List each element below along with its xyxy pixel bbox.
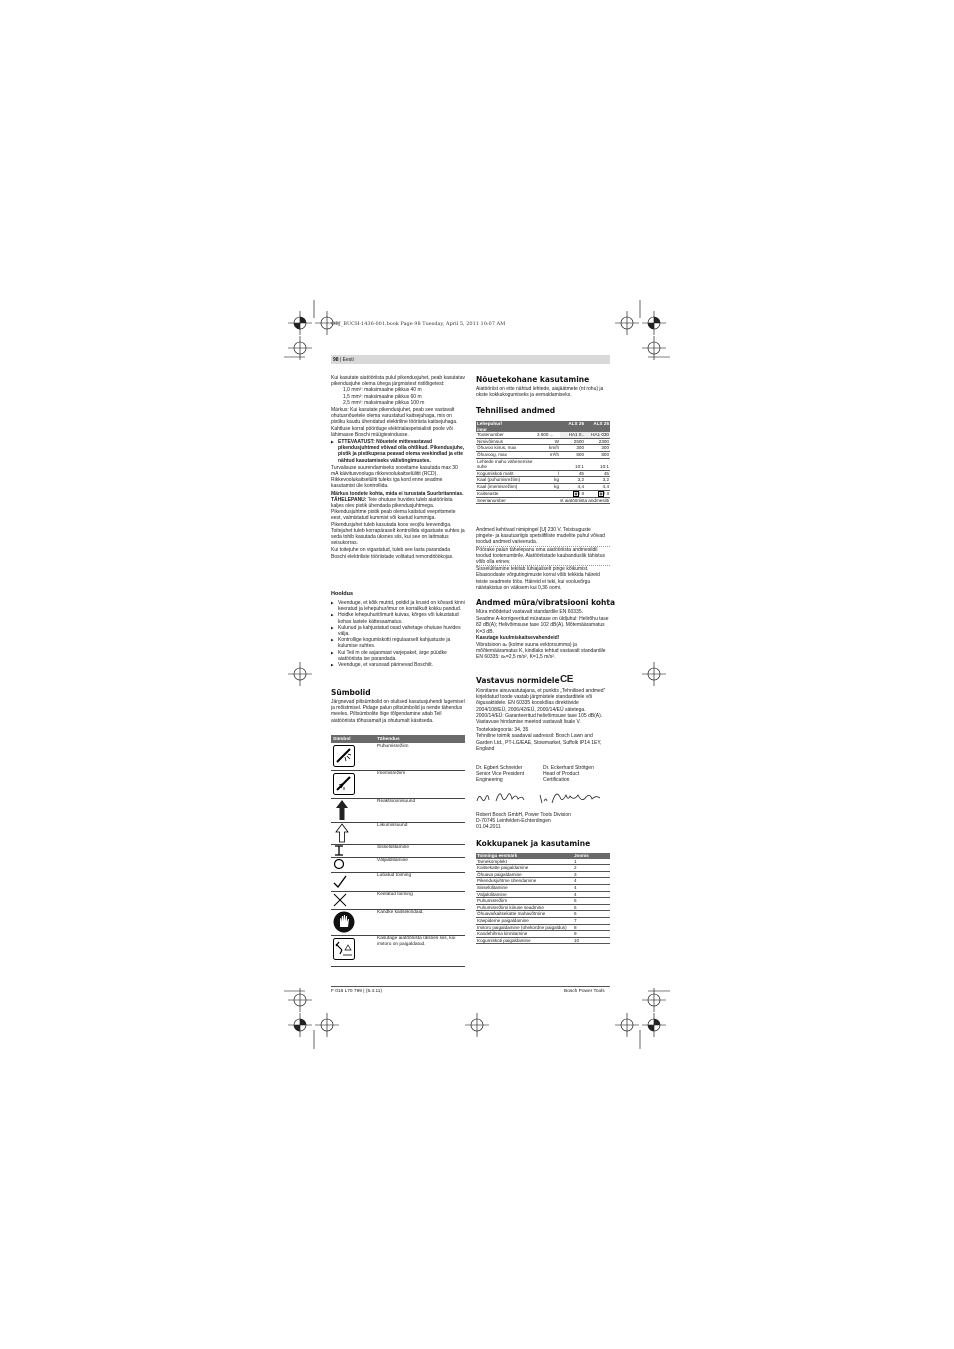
cell-unit: kg (536, 483, 560, 490)
cell-value: HA1 0.. (560, 432, 585, 438)
cell-value: HA1 030 (585, 432, 610, 438)
table-header-row (476, 421, 610, 432)
cell-value (585, 490, 610, 497)
cell-value: 10:1 (585, 458, 610, 470)
header-cell: Lehepuhur/ imur (476, 421, 536, 432)
table-row (476, 865, 610, 872)
tech-note: Sisselülitamine tekitab lühiajaliselt pinge kõikumist. Ebasoodsate võrgutingimuste korral võib tekkida häireid teiste seadmete töös. Häireid ei teki, kui vooluvõrgu näivtakistus on väiksem kui 0,36 oomi. (476, 566, 600, 591)
table-row (476, 470, 610, 477)
cell-label: Õhuava paigaldamine (476, 871, 573, 878)
blower-mode-icon (333, 745, 355, 767)
signatory-right: Dr. Eckerhard Strötgen Head of Product Certification (543, 765, 594, 784)
table-row (476, 497, 610, 504)
mura-paragraph: Müra mõõdetud vastavalt standardile EN 60335. (476, 609, 584, 615)
product-category: Tootekategooria: 34, 35 (476, 727, 529, 734)
cell-unit: km/h (536, 445, 560, 452)
nouetekohane-title: Nõuetekohane kasutamine (476, 375, 590, 384)
cell-label: Kogumiskoti paigaldamine (476, 937, 573, 944)
direction-arrow-icon (334, 823, 350, 843)
symbol-label: Kandke kaitsekindaid. (377, 910, 424, 915)
symbol-row (331, 909, 465, 936)
table-row (476, 445, 610, 452)
cross-icon (333, 893, 347, 907)
signatures (474, 787, 608, 811)
table-row (476, 917, 610, 924)
cell-label: Kaal (puhumisrežiim) (476, 477, 536, 484)
cell-figure: 4 (573, 891, 610, 898)
cell-label: Kogumiskoti maht (476, 470, 536, 477)
table-row (476, 904, 610, 911)
conformity-paragraph: 2000/14/EÜ: Garanteeritud helivõimsuse tase 105 dB(A). Vastavuse hindamise meetod vastavalt lisale V. (476, 712, 603, 726)
intro-paragraph: Kui kasutate aiatööriista pulul pikendusjuhet, peab kasutatav pikendusjuhe olema ühega järgmistest ristlõigetest: (331, 375, 465, 388)
cell-figure: 5 (573, 904, 610, 911)
cell-label: Puhumisrežiim (476, 898, 573, 905)
cell-value: 800 (560, 451, 585, 458)
table-row (476, 891, 610, 898)
ce-mark: CE (560, 674, 573, 685)
table-row (476, 451, 610, 458)
symbol-label: Lubatud toiming (377, 873, 412, 878)
technical-file: Tehniline toimik saadaval aadressil: Bosch Lawn and Garden Ltd., PT-LG/EAE, Stowmarket, Suffolk IP14 1EY, England (476, 733, 602, 752)
gloves-icon (333, 911, 355, 933)
cell-label: Tootenumber (476, 432, 536, 438)
symbol-row (331, 872, 465, 892)
page-header-bar (331, 355, 610, 364)
cell-label: Nimivõimsus (476, 438, 536, 445)
cell-value: 800 (585, 451, 610, 458)
vastavus-text (476, 688, 610, 752)
tech-note: Andmed kehtivad nimipingel [U] 230 V. Teistsuguste pingete- ja kasutusriigis spetsiifiliste mudelite puhul võivad toodud andmed varieeruda. (476, 527, 610, 547)
footer-left: F 016 L70 799 | (5.4.11) (331, 989, 383, 994)
list-item: ▶ Kontrollige kogumiskotti regulaarselt kahjustuste ja kulumise suhtes. (331, 637, 465, 649)
tech-data-table (476, 421, 610, 504)
cell-unit: l (536, 470, 560, 477)
cell-label: Pikendusjuhtme ühendamine (476, 878, 573, 885)
header-cell (536, 421, 560, 432)
symbolid-intro: Järgnevad piltsümbolid on olulised kasutusjuhendi lugemisel ja mõistmisel. Pidage palun piltsümbolid ja nende tähendus meeles. Piltsümbolite õige tõlgendamine aitab Teil aiatööriista tõhusamalt ja ohutumalt käsitseda. (331, 699, 465, 724)
hooldus-title: Hooldus (331, 591, 353, 597)
footer-line (331, 986, 610, 987)
contact-paragraph: Kahtluse korral pöörduge elektrialaspetsialisti poole või lähimasse Boschi müügiesindusse. (331, 425, 453, 438)
note-paragraph: Märkus: Kui kasutate pikendusjuhet, peab see vastavalt ohutusnõuetele olema varustatud kaitsejuhaga, mis on pistiku kaudu ühendatud elektriline tööriista kaitsejuhaga. (331, 407, 458, 426)
col-meaning: Tähendus (377, 736, 400, 742)
cell-value: 4,4 (560, 483, 585, 490)
symbol-label: Väljalülitamine (377, 858, 408, 863)
cell-value: vt aiatööriista andmesilti (536, 497, 610, 504)
symbol-label: Puhumisrežiim (377, 744, 409, 749)
cell-figure: 3 (573, 871, 610, 878)
table-row (476, 931, 610, 938)
list-item: ▶ Kulunud ja kahjustatud osad vahetage ohutuse huvides välja. (331, 625, 465, 637)
mura-title: Andmed müra/vibratsiooni kohta (476, 598, 616, 607)
tehnilised-title: Tehnilised andmed (476, 406, 556, 415)
cell-label: Seerianumber (476, 497, 536, 504)
list-item: ▶ Hoidke lehepuhurit/imurit kuivas, kõrges või lukustatud kohas lastele kättesaamatus. (331, 612, 465, 624)
table-row (476, 898, 610, 905)
cell-value: 300 (560, 445, 585, 452)
symbol-label: Imemisrežiim (377, 771, 406, 776)
table-row (476, 458, 610, 470)
vastavus-title: Vastavus normidele (476, 676, 560, 685)
symbol-table-header (331, 735, 465, 743)
table-row (476, 483, 610, 490)
mura-paragraph: Seadme A-korrigeeritud müratase on üldjuhul: Helirõhu tase 82 dB(A); Helivõimsuse tase 102 dB(A). Mõtemääramatus K=3 dB. (476, 616, 609, 635)
nouetekohane-text: Aiatööriist on ette nähtud lehtede, aiajäätmete (nt rohu) ja okste kokkukogumiseks ja eemaldamiseks. (476, 386, 604, 399)
symbol-row (331, 822, 465, 845)
cell-label: Imitoru paigaldamine (ühekordne paigaldus) (476, 924, 573, 931)
cell-unit (536, 458, 560, 470)
dash-item: 1,5 mm²: maksimaalne pikkus 60 m (343, 393, 422, 400)
cell-figure: 4 (573, 884, 610, 891)
table-row (476, 871, 610, 878)
cell-label: Sisselülitamine (476, 884, 573, 891)
symbol-row (331, 770, 465, 799)
vibration-paragraph: Vibratsioon aₕ (kolme suuna vektorsumma) ja mõõtemääramatus K, kindlaks tehtud vastavalt standardile EN 60335: aₕ=2,5 m/s², K=1,5 m/s². (476, 642, 606, 661)
repair-paragraph: Kui toitejuhe on vigastatud, tuleb see lasta parandada Boschi elektriliste tööriistade volitatud remonditöökojas. (331, 547, 454, 560)
table-row (476, 490, 610, 497)
hooldus-list (331, 600, 465, 668)
symbol-row (331, 844, 465, 858)
cell-value: 45 (585, 470, 610, 477)
check-icon (333, 875, 347, 889)
switch-on-icon (333, 845, 345, 856)
header-cell: ALS 25 (560, 421, 585, 432)
protection-class-value: / II (603, 490, 609, 496)
table-row (476, 477, 610, 484)
symbol-row (331, 935, 465, 967)
cell-label: Puhumisrežiimi kiiruse seadmine (476, 904, 573, 911)
cell-value: 300 (585, 445, 610, 452)
cell-value: 2500 (560, 438, 585, 445)
print-header: OBJ_BUCH-1436-001.book Page 98 Tuesday, April 5, 2011 10:07 AM (331, 321, 506, 327)
tube-only-icon (333, 938, 355, 960)
cell-label: Õhuvoog, max (476, 451, 536, 458)
cell-label: Õhuava/kaitsekatte mahavõtmine (476, 911, 573, 918)
col-figure: Joonis (573, 853, 610, 859)
symbol-row (331, 743, 465, 771)
cell-value: 2300 (585, 438, 610, 445)
cell-figure: 5 (573, 898, 610, 905)
list-item: ▶ Veenduge, et varuosad pärinevad Boschilt. (331, 662, 465, 668)
header-section: Eesti (342, 356, 354, 363)
cell-figure: 6 (573, 911, 610, 918)
dash-item: 2,5 mm²: maksimaalne pikkus 100 m (343, 399, 425, 406)
table-row (476, 937, 610, 944)
company-info: Robert Bosch GmbH, Power Tools Division D-70745 Leinfelden-Echterdingen 01.04.2011 (476, 812, 571, 831)
cell-figure: 8 (573, 924, 610, 931)
table-row (476, 924, 610, 931)
cell-unit: W (536, 438, 560, 445)
cell-label: Tarnekomplekt (476, 859, 573, 865)
col-symbol: Sümbol (333, 736, 351, 742)
mura-text (476, 609, 610, 661)
reaction-force-icon (334, 799, 350, 821)
cell-figure: 9 (573, 931, 610, 938)
cell-figure: 1 (573, 859, 610, 865)
vacuum-mode-icon (333, 773, 355, 795)
symbol-row (331, 798, 465, 823)
header-cell: ALS 25 (585, 421, 610, 432)
cell-label: Kaitsekatte paigaldamine (476, 865, 573, 872)
cell-unit: m³/h (536, 451, 560, 458)
cell-value (560, 490, 585, 497)
table-row (476, 911, 610, 918)
col-action: Toimingu eesmärk (476, 853, 573, 859)
symbol-label: Kasutage aiatööriista üksnes siis, kui imitoru on paigaldatud. (377, 936, 456, 947)
protection-class-value: / II (578, 490, 584, 496)
symbol-label: Sisselülitamine (377, 845, 409, 850)
rcd-paragraph: Turvalisuse suurendamiseks soovitame kasutada max 30 mA käivitusvooluga rikkevoolukaitselülitit (RCD). Rikkevoolukaitselüliti tuleks iga kord enne seadme kasutamist üle kontrollida. (331, 464, 458, 490)
cell-label: Kaitseaste (476, 490, 536, 497)
table-row (476, 884, 610, 891)
list-item: ▶ Veenduge, et kõik mutrid, poldid ja kruvid on kõvasti kinni keeratud ja lehepuhur/imur on korralikult kokku pandud. (331, 600, 465, 612)
symbol-label: Keelatud toiming (377, 892, 413, 897)
symbol-label: Liikumissuund (377, 823, 408, 828)
assembly-table (476, 853, 610, 944)
cell-figure: 10 (573, 937, 610, 944)
hearing-protection: Kasutage kuulmiskaitsevahendeid! (476, 634, 560, 641)
warning-text: ▶ ETTEVAATUST: Nõuetele mittevastavad pikendusjuhtmed võivad olla ohtlikud. Pikendusjuhe, pistik ja pistikupesa peavad olema veekindlad ja ette nähtud kasutamiseks välistingimustes. (331, 439, 465, 464)
left-intro (331, 375, 465, 560)
dash-item: 1,0 mm²: maksimaalne pikkus 40 m (343, 387, 422, 394)
page-number: 98 (333, 356, 339, 363)
cell-label: Kaal (imemisrežiim) (476, 483, 536, 490)
cell-value: 3,2 (560, 477, 585, 484)
symbol-row (331, 857, 465, 873)
cell-unit: 3 600 ... (536, 432, 560, 438)
cell-label: Käepideme paigaldamine (476, 917, 573, 924)
footer-right: Bosch Power Tools (564, 989, 605, 994)
signatory-left: Dr. Egbert Schneider Senior Vice President Engineering (476, 765, 524, 784)
table-row (476, 438, 610, 445)
table-row (476, 878, 610, 885)
symbolid-title: Sümbolid (331, 688, 371, 697)
cell-unit: kg (536, 477, 560, 484)
uk-note-heading: Märkus toodete kohta, mida ei turustata Suurbritannias. TÄHELEPANU: (331, 490, 464, 503)
page-header: 98 | Eesti (333, 356, 354, 363)
symbol-row (331, 891, 465, 910)
switch-off-icon (333, 858, 345, 870)
uk-note-text: Teie ohutuse huvides tuleb aiatööriista kaljes olev pistik ühendada pikendusjuhtmega. Pikendusjuhtme pistik peab olema kaitstud veepritsmete eest, valmistatud kummist või kaetud kummiga. Pikendusjuhet tuleb kasutada koos veojõu leevendiga. Toitejuhet tuleb korrapäraselt kontrollida vigastuste suhtes ja seda tohib kasutada üksnes siis, kui see on laitmatus seisukorras. (331, 496, 465, 547)
cell-value: 10:1 (560, 458, 585, 470)
cell-label: Õhuvoo kiirus, max (476, 445, 536, 452)
cell-value: 45 (560, 470, 585, 477)
cell-label: Lehtede mahu vähenemise suhe (476, 458, 536, 470)
conformity-paragraph: Kinnitame ainuvastutajana, et punktis „Tehnilised andmed“ kirjeldatud toode vastab järgmistele standarditele või õigusaktidele. EN 60335 kooskõlas direktiivide 2004/108/EÜ, 2006/42/EÜ, 2000/14/EÜ sätetega. (476, 688, 606, 713)
cell-unit (536, 490, 560, 497)
cell-value: 3,2 (585, 477, 610, 484)
kokkupanek-title: Kokkupanek ja kasutamine (476, 839, 591, 848)
cell-figure: 4 (573, 878, 610, 885)
cell-figure: 2 (573, 865, 610, 872)
cell-label: Kandehihma kinnitamine (476, 931, 573, 938)
cell-value: 4,4 (585, 483, 610, 490)
cell-figure: 7 (573, 917, 610, 924)
tech-notes (476, 527, 610, 591)
symbol-label: Reaktsioonisuund (377, 799, 416, 804)
tech-note: Pöörake palun tähelepanu oma aiatööriista andmesildil toodud tootenumbrile. Aiatööriistade kaubanduslik tähistus võib olla erinev. (476, 547, 610, 567)
list-item: ▶ Kui Teil m ole asjaomast varjepaket, ärge püüdke aiatööriista ise parandada. (331, 650, 465, 662)
cell-label: Väljalülitamine (476, 891, 573, 898)
